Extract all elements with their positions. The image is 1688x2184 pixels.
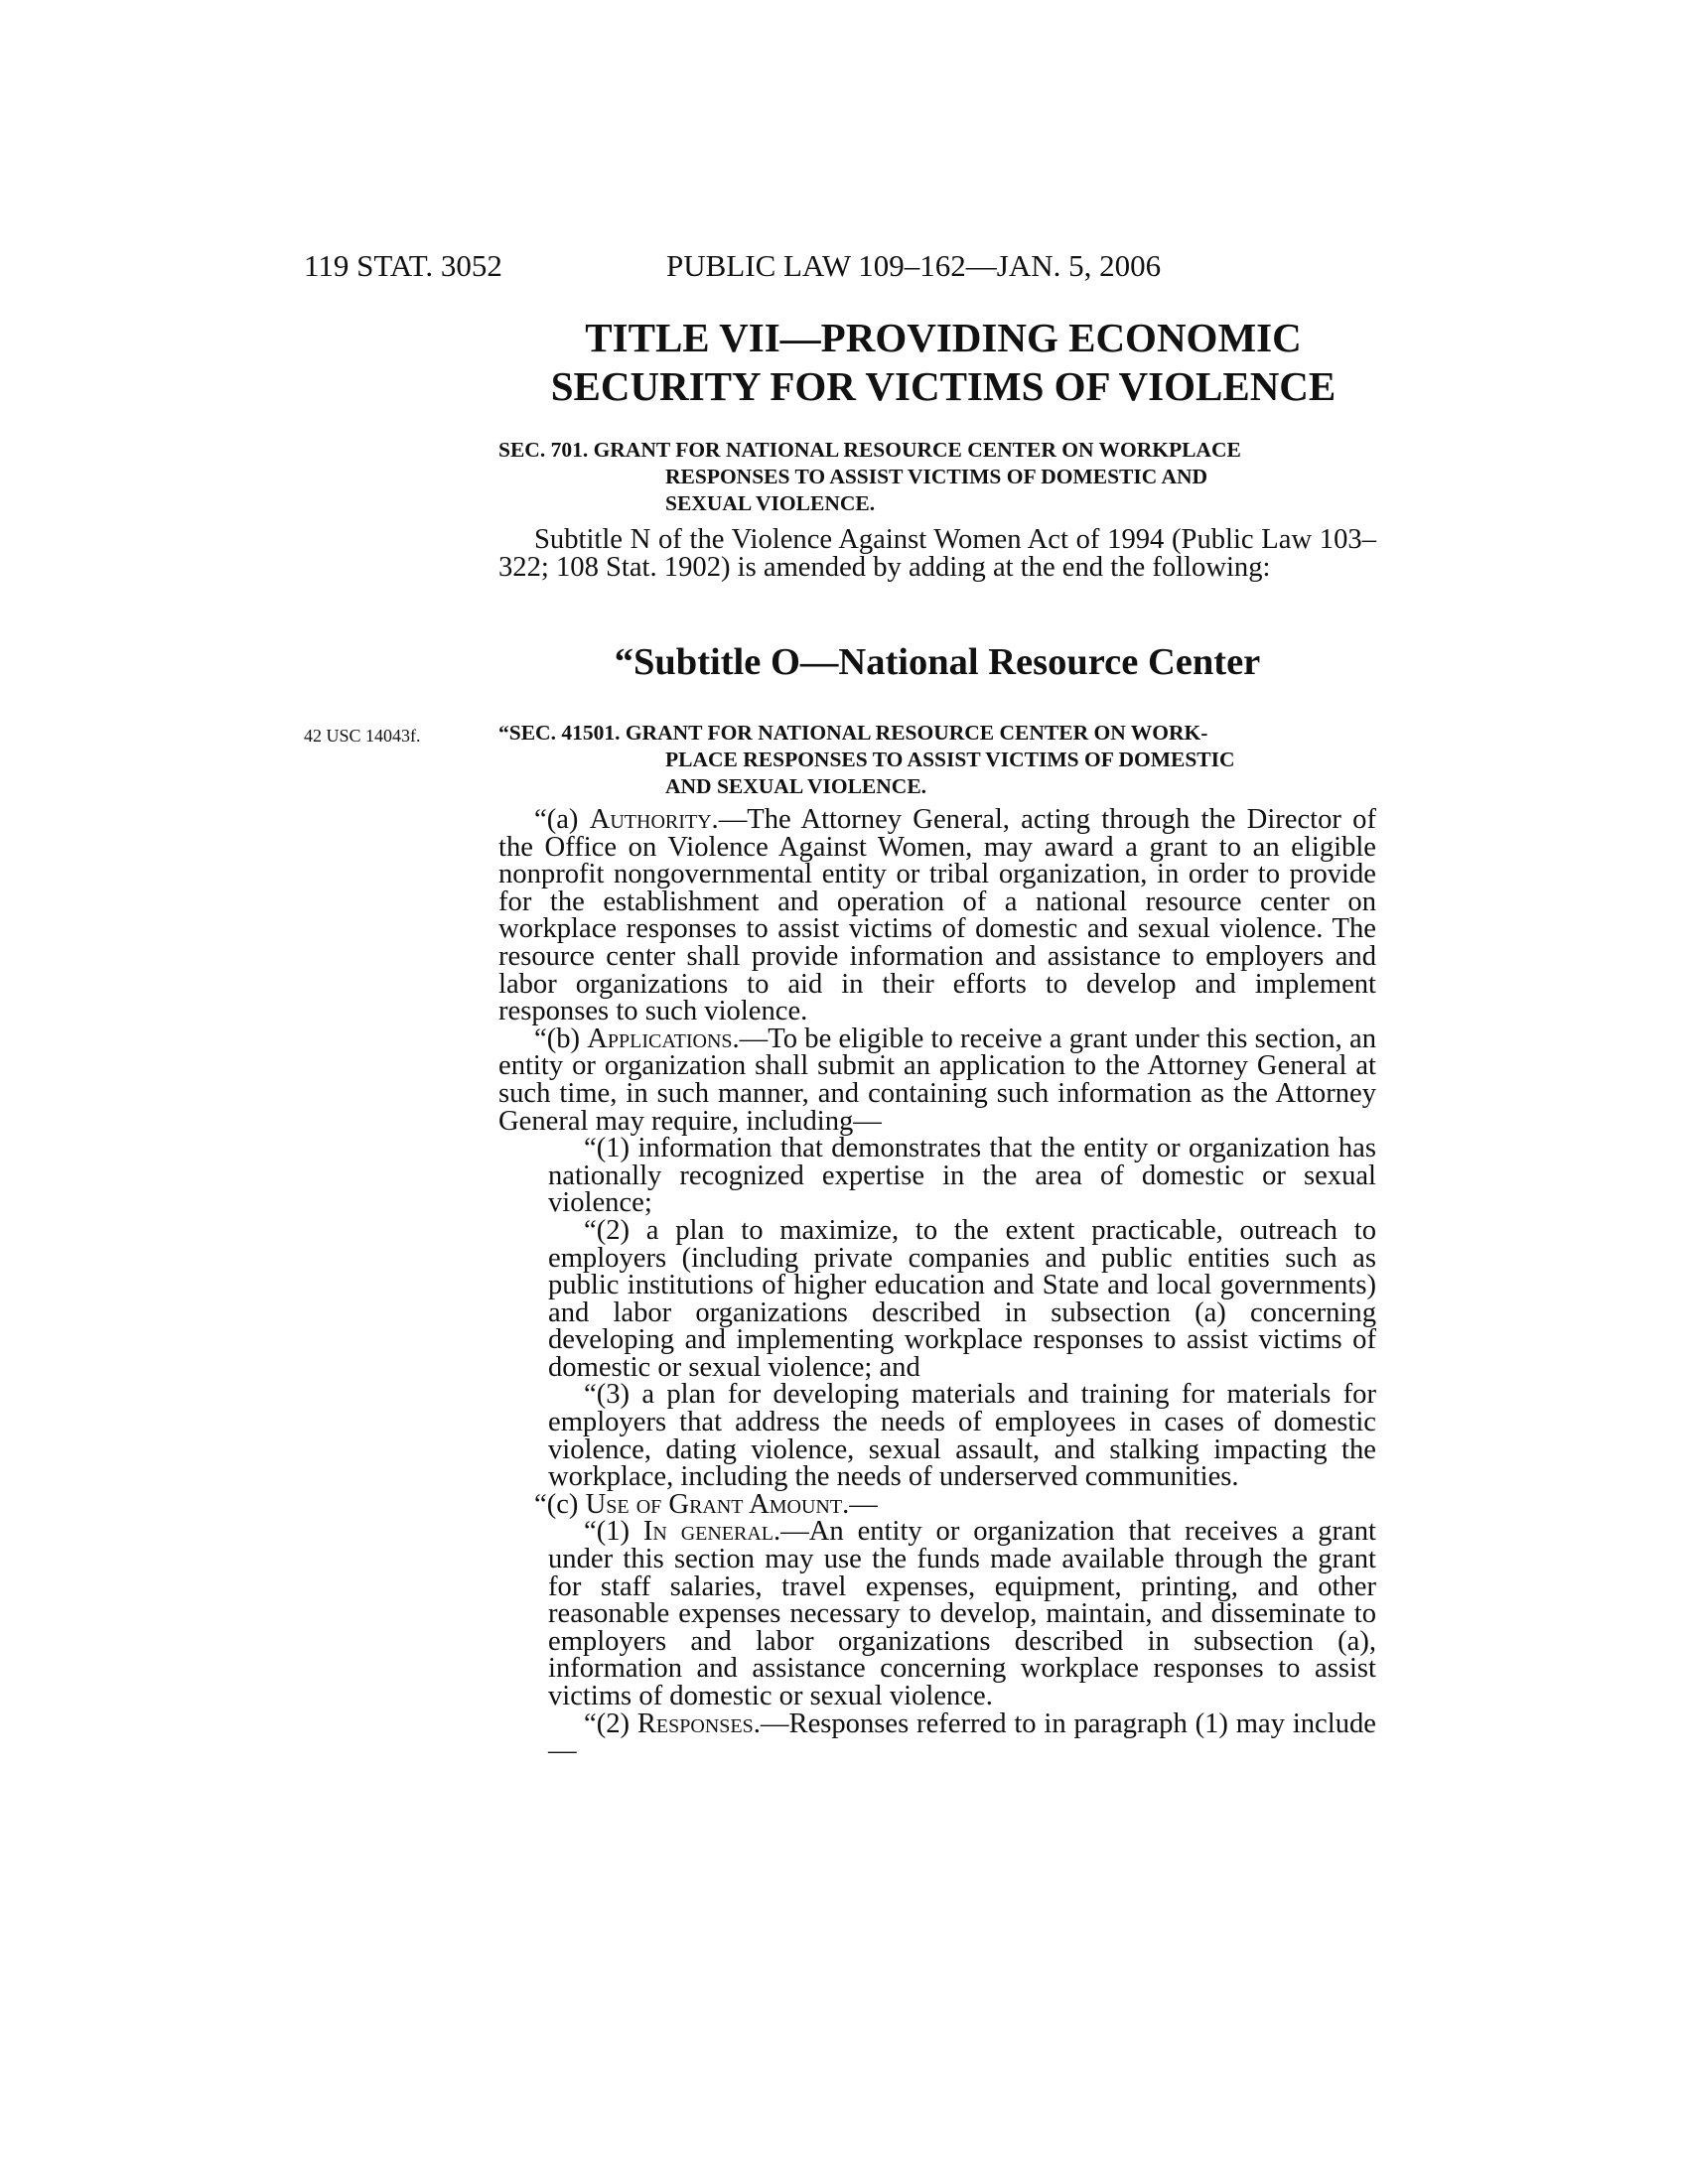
section-701-body <box>498 526 1376 581</box>
paragraph-c-heading: Use of Grant Amount <box>585 1488 843 1520</box>
paragraph-b-item-1: “(1) information that demonstrates that the entity or organization has nationally recognized expertise in the area of domestic or sexual violence; <box>548 1133 1376 1219</box>
paragraph-c-item-1 <box>498 1518 1376 1709</box>
paragraph-c-text: .— <box>842 1488 878 1520</box>
section-41501-heading-line-2: PLACE RESPONSES TO ASSIST VICTIMS OF DOMESTIC <box>665 748 1235 771</box>
paragraph-c-item-1-heading: In general <box>642 1516 774 1548</box>
paragraph-b-heading: Applications <box>587 1023 733 1054</box>
section-701-heading-line-1: SEC. 701. GRANT FOR NATIONAL RESOURCE CENTER ON WORKPLACE <box>498 438 1241 462</box>
paragraph-c-item-2-heading: Responses <box>636 1707 754 1739</box>
margin-citation: 42 USC 14043f. <box>304 726 421 746</box>
title-heading <box>496 314 1390 411</box>
paragraph-a-label: “(a) <box>534 804 590 835</box>
paragraph-c-label: “(c) <box>534 1488 586 1520</box>
section-701-heading-line-2: RESPONSES TO ASSIST VICTIMS OF DOMESTIC AND <box>665 465 1208 488</box>
section-701-heading <box>498 437 1376 517</box>
page-number: 119 STAT. 3052 <box>304 248 502 283</box>
paragraph-b <box>498 1025 1376 1135</box>
paragraph-c-item-1-text: .—An entity or organization that receives a grant under this section may use the funds made available through the grant for staff salaries, travel expenses, equipment, printing, and other reasonable expenses necessary to develop, maintain, and disseminate to employers and labor organizations described in subsection (a), information and assistance concerning workplace responses to assist victims of domestic or sexual violence. <box>548 1516 1376 1711</box>
paragraph-c-item-2 <box>498 1707 1376 1767</box>
paragraph-c-item-2-label: “(2) <box>584 1707 637 1739</box>
running-head <box>304 248 1376 288</box>
paragraph-c-item-1-label: “(1) <box>584 1516 643 1548</box>
paragraph-b-item-3: “(3) a plan for developing materials and training for materials for employers that address the needs of employees in cases of domestic violence, dating violence, sexual assault, and stalking impacting the workplace, including the needs of underserved communities. <box>548 1379 1376 1493</box>
paragraph-a-heading: Authority <box>589 804 712 835</box>
title-line-1: TITLE VII—PROVIDING ECONOMIC <box>585 315 1302 360</box>
paragraph-b-label: “(b) <box>534 1023 588 1054</box>
paragraph-b-item-2: “(2) a plan to maximize, to the extent practicable, outreach to employers (including private companies and public entities such as public institutions of higher education and State and local governments) and labor organizations described in subsection (a) concerning developing and implementing workplace responses to assist victims of domestic or sexual violence; and <box>548 1214 1376 1383</box>
paragraph-a <box>498 806 1376 1025</box>
title-line-2: SECURITY FOR VICTIMS OF VIOLENCE <box>550 363 1336 409</box>
law-reference: PUBLIC LAW 109–162—JAN. 5, 2006 <box>666 248 1162 283</box>
paragraph-b-text: .—To be eligible to receive a grant under this section, an entity or organization shall submit an application to the Attorney General at such time, in such manner, and containing such information as the Attorney General may require, including— <box>498 1023 1376 1137</box>
section-41501-heading-line-1: “SEC. 41501. GRANT FOR NATIONAL RESOURCE CENTER ON WORK- <box>498 721 1208 745</box>
subtitle-heading: “Subtitle O—National Resource Center <box>614 641 1261 683</box>
section-701-heading-line-3: SEXUAL VIOLENCE. <box>665 491 876 515</box>
paragraph-a-text: .—The Attorney General, acting through the Director of the Office on Violence Against Women, may award a grant to an eligible nonprofit nongovernmental entity or tribal organization, in order to provide for the establishment and operation of a national resource center on workplace responses to assist victims of domestic and sexual violence. The resource center shall provide information and assistance to employers and labor organizations to aid in their efforts to develop and implement responses to such violence. <box>498 804 1377 1027</box>
section-701-text: Subtitle N of the Violence Against Women Act of 1994 (Public Law 103–322; 108 Stat. 1902) is amended by adding at the end the following: <box>498 524 1376 583</box>
section-41501-heading-line-3: AND SEXUAL VIOLENCE. <box>665 774 927 798</box>
paragraph-c-item-2-text: .—Responses referred to in paragraph (1) may include— <box>548 1707 1376 1767</box>
section-41501-heading <box>498 720 1376 800</box>
section-41501-body <box>498 806 1376 1765</box>
paragraph-c <box>498 1488 1376 1520</box>
